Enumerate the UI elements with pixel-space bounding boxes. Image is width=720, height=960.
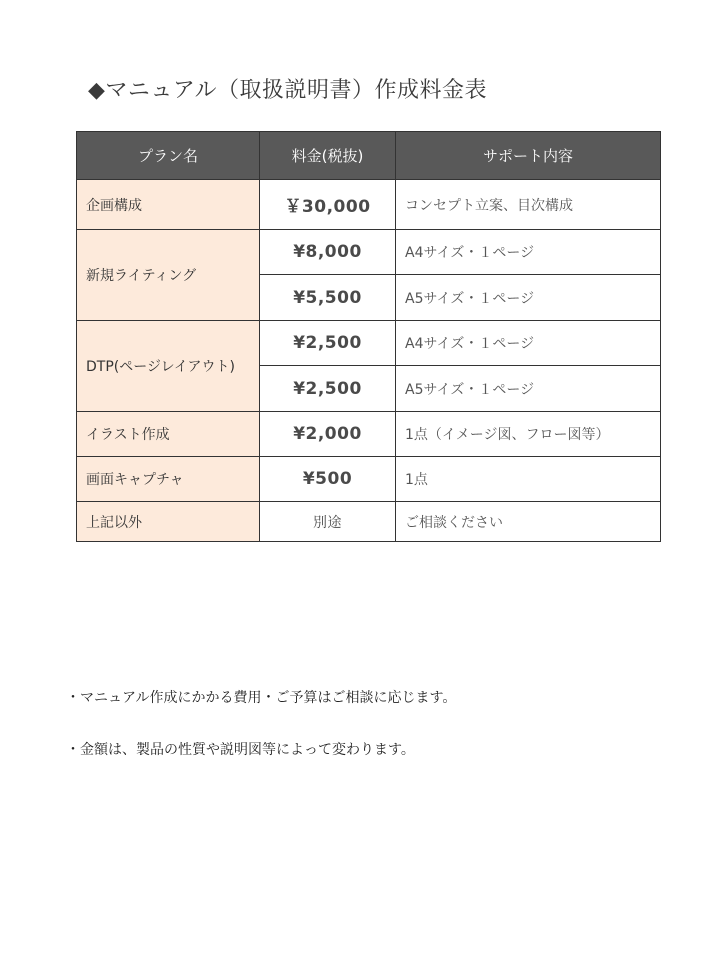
header-price: 料金(税抜) <box>260 132 396 180</box>
table-header-row <box>77 132 661 180</box>
support-cell: コンセプト立案、目次構成 <box>396 180 661 230</box>
table-row <box>77 457 661 502</box>
support-cell: 1点 <box>396 457 661 502</box>
note-budget: ・マニュアル作成にかかる費用・ご予算はご相談に応じます。 <box>66 690 457 706</box>
plan-cell: 企画構成 <box>77 180 260 230</box>
page-title: ◆マニュアル（取扱説明書）作成料金表 <box>88 78 488 103</box>
price-cell: ￥30,000 <box>260 180 396 230</box>
table-row <box>77 230 661 275</box>
plan-cell: DTP(ページレイアウト) <box>77 321 260 412</box>
support-cell: A4サイズ・１ページ <box>396 321 661 366</box>
support-cell: A5サイズ・１ページ <box>396 275 661 321</box>
plan-cell: イラスト作成 <box>77 412 260 457</box>
price-cell: ¥5,500 <box>260 275 396 321</box>
plan-cell: 新規ライティング <box>77 230 260 321</box>
support-cell: A5サイズ・１ページ <box>396 366 661 412</box>
price-cell: ¥500 <box>260 457 396 502</box>
table-row <box>77 180 661 230</box>
plan-cell: 画面キャプチャ <box>77 457 260 502</box>
price-cell: ¥2,500 <box>260 366 396 412</box>
support-cell: 1点（イメージ図、フロー図等） <box>396 412 661 457</box>
table-row <box>77 412 661 457</box>
header-support: サポート内容 <box>396 132 661 180</box>
price-cell: ¥2,500 <box>260 321 396 366</box>
support-cell: A4サイズ・１ページ <box>396 230 661 275</box>
price-cell: ¥8,000 <box>260 230 396 275</box>
support-cell: ご相談ください <box>396 502 661 542</box>
table-row <box>77 502 661 542</box>
header-plan-name: プラン名 <box>77 132 260 180</box>
table-row <box>77 321 661 366</box>
price-cell: ¥2,000 <box>260 412 396 457</box>
price-table <box>76 131 661 542</box>
plan-cell: 上記以外 <box>77 502 260 542</box>
note-pricing-factors: ・金額は、製品の性質や説明図等によって変わります。 <box>66 742 415 758</box>
price-cell: 別途 <box>260 502 396 542</box>
